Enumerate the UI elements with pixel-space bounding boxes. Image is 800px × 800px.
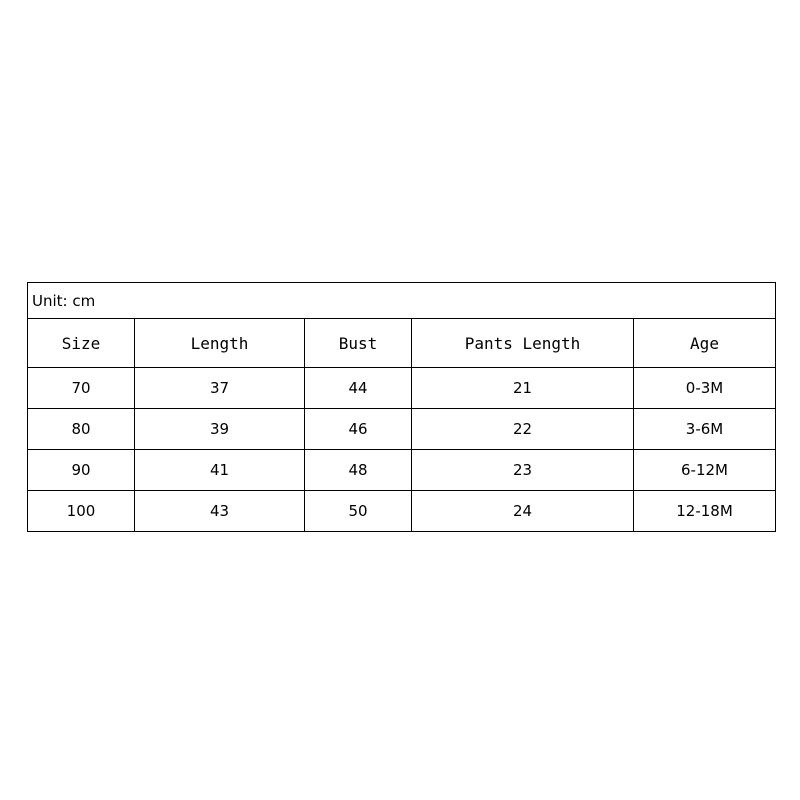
header-bust: Bust [305, 319, 412, 368]
cell-length: 43 [135, 491, 305, 532]
cell-age: 12-18M [634, 491, 776, 532]
table-row [28, 409, 776, 450]
size-chart-table [27, 282, 776, 532]
cell-length: 37 [135, 368, 305, 409]
unit-row [28, 283, 776, 319]
cell-length: 39 [135, 409, 305, 450]
header-pants-length: Pants Length [412, 319, 634, 368]
cell-age: 0-3M [634, 368, 776, 409]
header-length: Length [135, 319, 305, 368]
header-age: Age [634, 319, 776, 368]
cell-size: 100 [28, 491, 135, 532]
unit-label: Unit: cm [28, 283, 776, 319]
table-row [28, 491, 776, 532]
header-size: Size [28, 319, 135, 368]
table-row [28, 368, 776, 409]
cell-pants-length: 24 [412, 491, 634, 532]
cell-pants-length: 23 [412, 450, 634, 491]
cell-pants-length: 22 [412, 409, 634, 450]
cell-bust: 50 [305, 491, 412, 532]
cell-pants-length: 21 [412, 368, 634, 409]
cell-bust: 44 [305, 368, 412, 409]
cell-size: 90 [28, 450, 135, 491]
cell-bust: 46 [305, 409, 412, 450]
cell-bust: 48 [305, 450, 412, 491]
cell-age: 3-6M [634, 409, 776, 450]
cell-size: 70 [28, 368, 135, 409]
cell-age: 6-12M [634, 450, 776, 491]
cell-length: 41 [135, 450, 305, 491]
header-row [28, 319, 776, 368]
cell-size: 80 [28, 409, 135, 450]
table-row [28, 450, 776, 491]
